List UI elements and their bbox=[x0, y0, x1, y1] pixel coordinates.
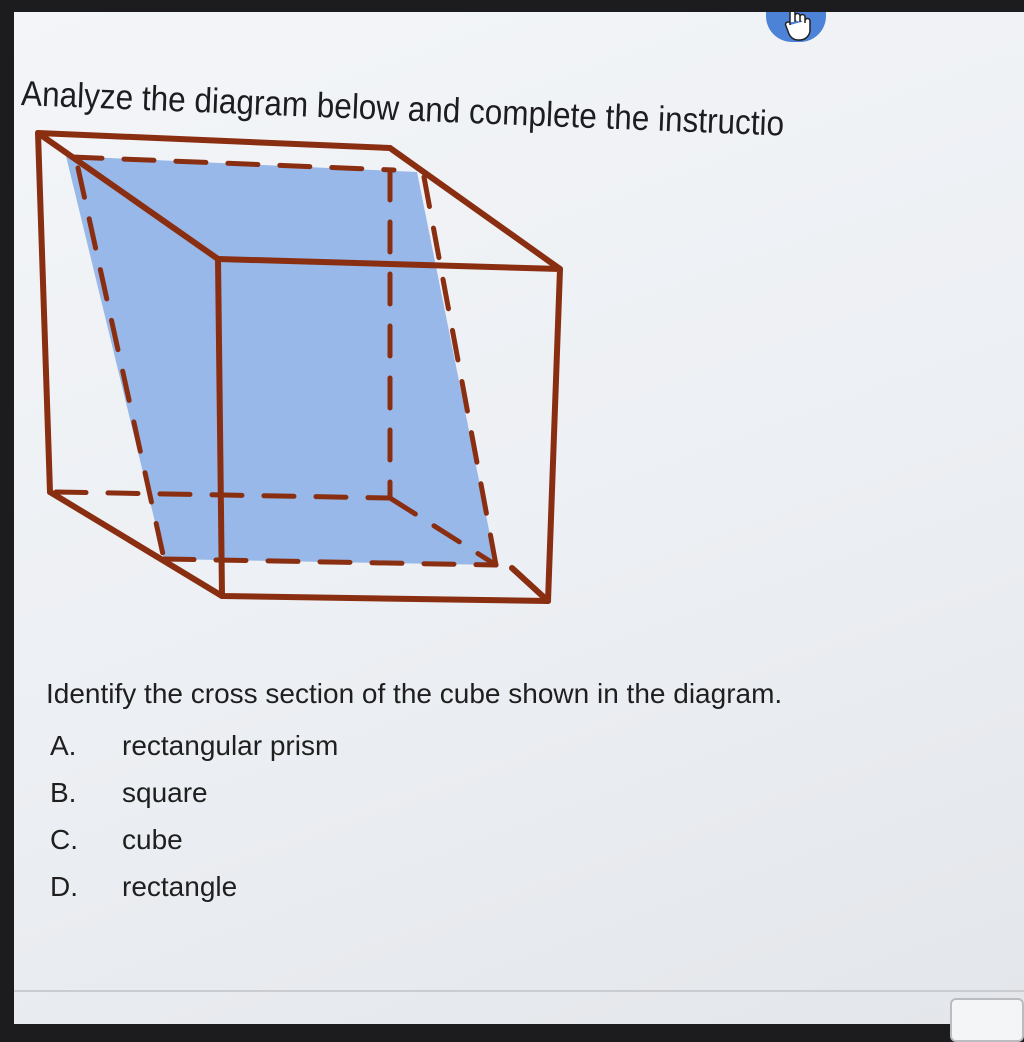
instruction-text: Analyze the diagram below and complete the instructio bbox=[20, 74, 785, 144]
choice-c[interactable] bbox=[50, 816, 338, 863]
choice-label: cube bbox=[122, 823, 183, 855]
choice-b[interactable] bbox=[50, 769, 338, 816]
answer-choices bbox=[50, 722, 338, 910]
edge-back-left-vertical bbox=[38, 133, 50, 492]
choice-label: rectangular prism bbox=[122, 729, 339, 761]
choice-d[interactable] bbox=[50, 863, 338, 910]
choice-a[interactable] bbox=[50, 722, 338, 769]
choice-letter: A. bbox=[50, 729, 77, 761]
choice-letter: D. bbox=[50, 870, 78, 902]
edge-bottom-right-diagonal bbox=[512, 568, 548, 601]
choice-letter: B. bbox=[50, 776, 77, 808]
choice-letter: C. bbox=[50, 823, 78, 855]
question-text: Identify the cross section of the cube shown in the diagram. bbox=[46, 678, 783, 709]
bottom-divider bbox=[14, 990, 1024, 992]
cross-section-plane bbox=[66, 156, 496, 565]
nav-button[interactable] bbox=[950, 998, 1024, 1042]
quiz-screen bbox=[14, 12, 1024, 1024]
choice-label: rectangle bbox=[122, 870, 238, 902]
choice-label: square bbox=[122, 776, 208, 808]
edge-back-top bbox=[38, 133, 390, 148]
